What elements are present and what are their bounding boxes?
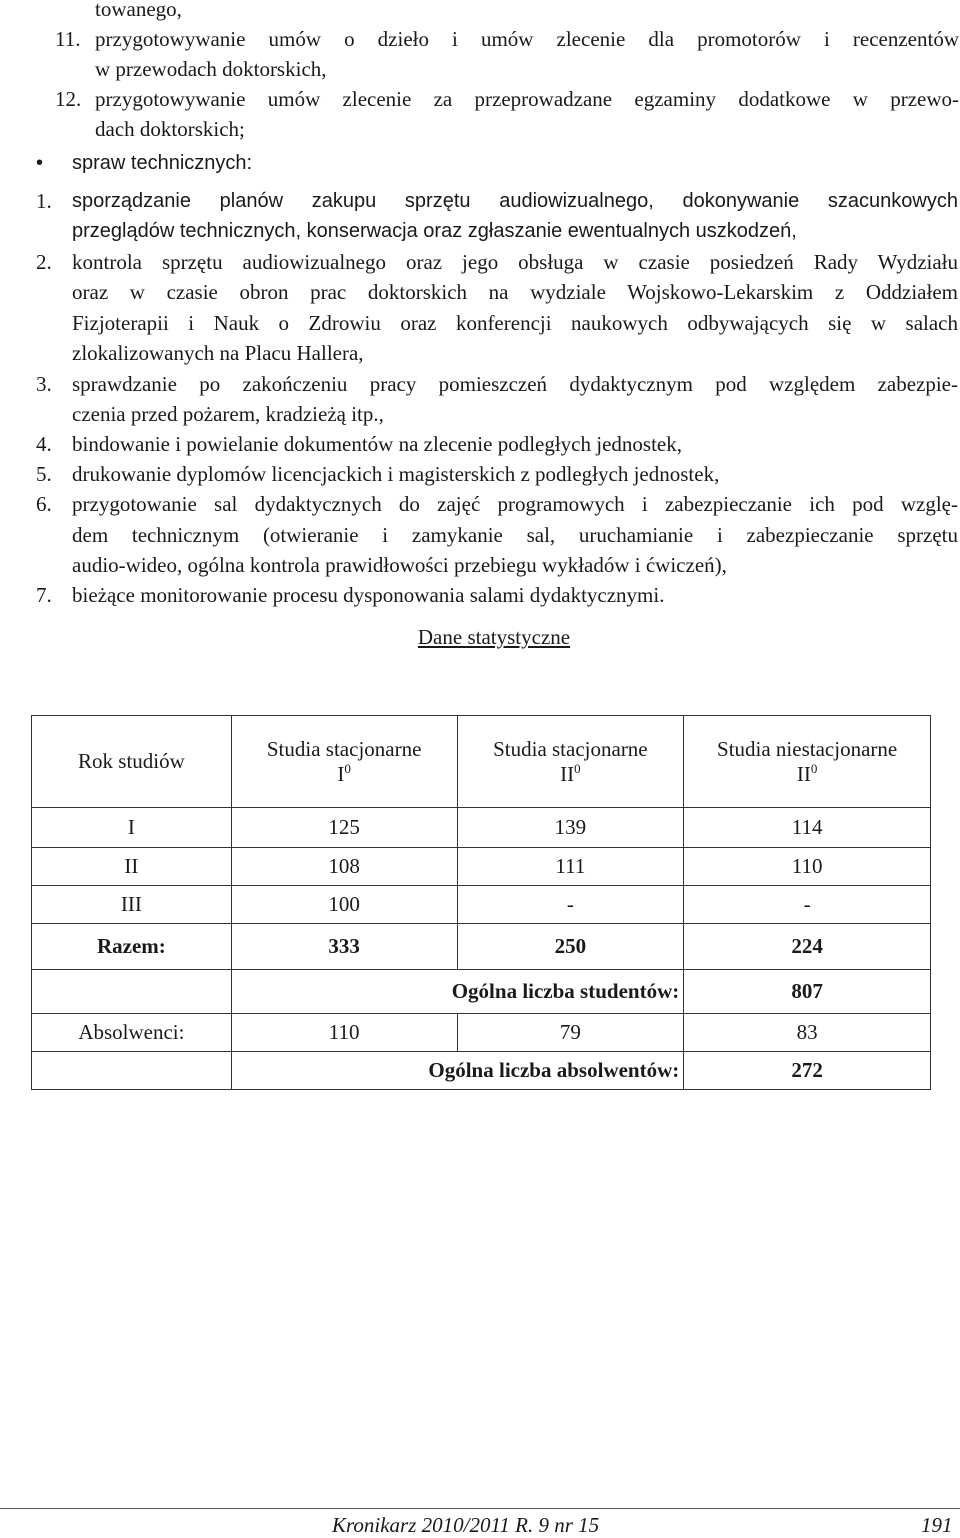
list-number: 5. <box>36 462 52 486</box>
razem-c1: 333 <box>231 924 457 970</box>
stats-title: Dane statystyczne <box>417 625 571 649</box>
graduates-c1: 110 <box>231 1014 457 1052</box>
cell-c3: 110 <box>684 848 931 886</box>
list-item-text: dach doktorskich; <box>95 117 245 141</box>
footer-rule <box>0 1508 960 1509</box>
header-col1-level: I <box>337 761 345 786</box>
list-number: 7. <box>36 583 52 607</box>
list-item-text: przygotowanie sal dydaktycznych do zajęć programowych i zabezpieczanie ich pod wzglę- <box>72 492 958 516</box>
razem-row <box>32 924 931 970</box>
cell-c3: 114 <box>684 808 931 848</box>
total-students-row <box>32 970 931 1014</box>
empty-cell <box>32 1052 232 1090</box>
razem-c3: 224 <box>684 924 931 970</box>
footer-journal: Kronikarz 2010/2011 R. 9 nr 15 <box>332 1513 600 1537</box>
cell-c1: 108 <box>231 848 457 886</box>
list-item-text: audio-wideo, ogólna kontrola prawidłowości przebiegu wykładów i ćwiczeń), <box>72 553 727 577</box>
header-col2-sup: 0 <box>574 760 581 776</box>
total-students-value: 807 <box>684 970 931 1014</box>
list-number: 1. <box>36 189 52 213</box>
header-col3-sup: 0 <box>810 760 818 776</box>
list-item-text: Fizjoterapii i Nauk o Zdrowiu oraz konferencji naukowych odbywających się w salach <box>72 311 958 335</box>
table-row <box>32 808 931 848</box>
list-number: 3. <box>36 372 52 396</box>
cell-c2: 139 <box>457 808 684 848</box>
cell-c2: 111 <box>457 848 684 886</box>
graduates-label: Absolwenci: <box>32 1014 232 1052</box>
list-item-text: sprawdzanie po zakończeniu pracy pomieszczeń dydaktycznym pod względem zabezpie- <box>72 372 958 396</box>
list-number: 6. <box>36 492 52 516</box>
empty-cell <box>32 970 232 1014</box>
razem-label: Razem: <box>32 924 232 970</box>
header-rok: Rok studiów <box>32 716 232 808</box>
razem-c2: 250 <box>457 924 684 970</box>
header-col3-level: II <box>796 761 811 786</box>
graduates-row <box>32 1014 931 1052</box>
list-continuation: towanego, <box>95 0 182 21</box>
cell-c2: - <box>457 886 684 924</box>
list-item-text: drukowanie dyplomów licencjackich i magisterskich z podległych jednostek, <box>72 462 720 486</box>
total-graduates-row <box>32 1052 931 1090</box>
total-graduates-value: 272 <box>684 1052 931 1090</box>
list-item-text: czenia przed pożarem, kradzieżą itp., <box>72 402 384 426</box>
cell-c3: - <box>684 886 931 924</box>
list-item-text: przygotowywanie umów zlecenie za przeprowadzane egzaminy dodatkowe w przewo- <box>95 87 959 111</box>
header-col1-sup: 0 <box>344 760 351 776</box>
row-year: II <box>32 848 232 886</box>
list-number: 11. <box>55 27 81 51</box>
list-number: 2. <box>36 250 52 274</box>
total-graduates-label: Ogólna liczba absolwentów: <box>231 1052 683 1090</box>
header-col2-level: II <box>560 761 575 786</box>
table-row <box>32 848 931 886</box>
header-col2-label: Studia stacjonarne <box>493 736 648 761</box>
row-year: III <box>32 886 232 924</box>
list-item-text: kontrola sprzętu audiowizualnego oraz jego obsługa w czasie posiedzeń Rady Wydziału <box>72 250 958 274</box>
bullet-icon: • <box>36 152 44 174</box>
header-col1-label: Studia stacjonarne <box>266 736 422 761</box>
header-col3 <box>684 716 931 808</box>
list-item-text: bindowanie i powielanie dokumentów na zlecenie podległych jednostek, <box>72 432 682 456</box>
list-item-text: oraz w czasie obron prac doktorskich na wydziale Wojskowo-Lekarskim z Oddziałem <box>72 280 958 304</box>
cell-c1: 100 <box>231 886 457 924</box>
table-header-row <box>32 716 931 808</box>
footer-page-number: 191 <box>921 1513 953 1537</box>
table-row <box>32 886 931 924</box>
list-item-text: przeglądów technicznych, konserwacja oraz zgłaszanie ewentualnych uszkodzeń, <box>72 220 797 242</box>
list-item-text: przygotowywanie umów o dzieło i umów zlecenie dla promotorów i recenzentów <box>95 27 959 51</box>
header-col2 <box>457 716 684 808</box>
graduates-c2: 79 <box>457 1014 684 1052</box>
header-col3-label: Studia niestacjonarne <box>717 736 898 761</box>
list-item-text: bieżące monitorowanie procesu dysponowania salami dydaktycznymi. <box>72 583 665 607</box>
header-col1 <box>231 716 457 808</box>
list-number: 4. <box>36 432 52 456</box>
graduates-c3: 83 <box>684 1014 931 1052</box>
list-item-text: sporządzanie planów zakupu sprzętu audiowizualnego, dokonywanie szacunkowych <box>72 190 958 212</box>
list-item-text: dem technicznym (otwieranie i zamykanie sal, uruchamianie i zabezpieczanie sprzętu <box>72 523 958 547</box>
list-item-text: w przewodach doktorskich, <box>95 57 327 81</box>
list-number: 12. <box>55 87 82 111</box>
list-item-text: zlokalizowanych na Placu Hallera, <box>72 341 364 365</box>
row-year: I <box>32 808 232 848</box>
total-students-label: Ogólna liczba studentów: <box>231 970 683 1014</box>
section-heading: spraw technicznych: <box>72 152 253 174</box>
cell-c1: 125 <box>231 808 457 848</box>
stats-table <box>31 715 931 1090</box>
